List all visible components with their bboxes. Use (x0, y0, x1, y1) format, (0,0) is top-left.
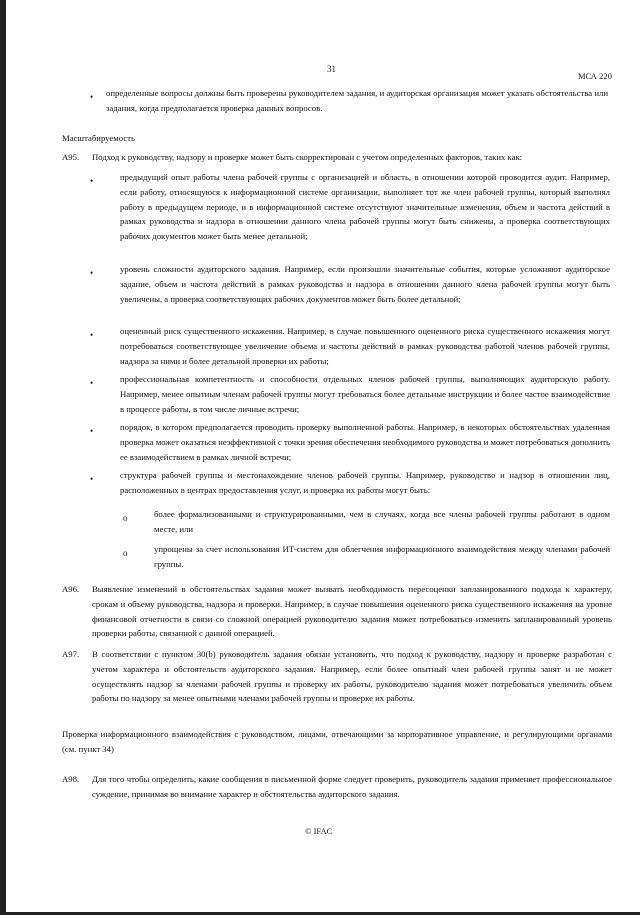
subbullet-icon: o (123, 513, 128, 523)
section-heading-interaction: Проверка информационного взаимодействия с руководством, лицами, отвечающими за корпоративное управление, и регулирующими органами (см. пункт 34) (62, 729, 612, 754)
footer-copyright: © IFAC (305, 826, 333, 836)
a95-subbullet-1: более формализованными и структурированными, чем в случаях, когда все члены рабочей группы работают в одном месте, или (154, 509, 610, 534)
paragraph-number: A96. (62, 584, 80, 594)
a95-bullet-1: предыдущий опыт работы члена рабочей группы с организацией и область, в отношении которой проводится аудит. Например, если работу, относящуюся к информационной системе организации, выполняет тот же член рабочей группы, который выполнял работу в предыдущем периоде, и в информационной системе отсутствуют значительные изменения, объем и частота действий в рамках руководства и надзора в отношении данного члена рабочей группы могут быть снижены, а проверка соответствующих рабочих документов может быть менее детальной; (120, 172, 610, 242)
bullet-icon: • (90, 268, 94, 278)
a95-bullet-3: оцененный риск существенного искажения. Например, в случае повышенного оцененного риска существенного искажения могут потребоваться соответствующее увеличение объема и частоты действий в рамках руководства работой членов рабочей группы, надзора за ними и более детальной проверки их работы; (120, 326, 610, 366)
bullet-icon: • (90, 378, 94, 388)
bullet-icon: • (90, 176, 94, 186)
a95-intro: Подход к руководству, надзору и проверке может быть скорректирован с учетом определенных факторов, таких как: (92, 152, 523, 162)
a95-subbullet-2: упрощены за счет использования ИТ-систем для облегчения информационного взаимодействия между членами рабочей группы. (154, 544, 610, 569)
a95-bullet-2: уровень сложности аудиторского задания. Например, если произошли значительные события, которые усложняют аудиторское задание, объем и частота действий в рамках руководства и надзора в отношении данного члена рабочей группы могут быть увеличены, а проверка соответствующих рабочих документов может быть более детальной; (120, 264, 610, 304)
paragraph-number: A95. (62, 152, 80, 162)
bullet-icon: • (90, 426, 94, 436)
bullet-icon: • (90, 330, 94, 340)
a95-bullet-6: структура рабочей группы и местонахождение членов рабочей группы. Например, руководство и надзор в отношении лиц, расположенных в центрах предоставления услуг, и проверка их работы могут быть: (120, 470, 610, 495)
top-bullet-text: определенные вопросы должны быть проверены руководителем задания, и аудиторская организация может указать обстоятельства или задания, когда предполагается проверка данных вопросов. (106, 88, 608, 113)
a96-text: Выявление изменений в обстоятельствах задания может вызвать необходимость пересоценки запланированного подхода к характеру, срокам и объему руководства, надзора и проверки. Например, в случае повышения оцененного риска существенного искажения на уровне финансовой отчетности в связи со сложной операцией руководителю задания может потребоваться изменить запланированный уровень проверки работы, связанной с данной операцией. (92, 584, 612, 639)
paragraph-number: A97. (62, 649, 80, 659)
paragraph-number: A98. (62, 774, 80, 784)
bullet-icon: • (90, 474, 94, 484)
scan-left-edge (0, 0, 6, 915)
standard-code: МСА 220 (578, 71, 612, 81)
bullet-icon: • (90, 92, 94, 102)
page-number: 31 (327, 64, 336, 74)
section-heading-scalability: Масштабируемость (62, 133, 135, 143)
a97-text: В соответствии с пунктом 30(b) руководитель задания обязан установить, что подход к руководству, надзору и проверке разработан с учетом характера и обстоятельств аудиторского задания. Например, если более опытный член рабочей группы занят и не может осуществлять надзор за членами рабочей группы и проверку их работы, руководителю задания может потребоваться увеличить объем работы по надзору за менее опытными членами рабочей группы и проверке их работы. (92, 649, 612, 704)
a95-bullet-5: порядок, в котором предполагается проводить проверку выполненной работы. Например, в некоторых обстоятельствах удаленная проверка может оказаться неэффективной с точки зрения обеспечения необходимого руководства и может потребоваться дополнить ее взаимодействием в рамках личной встречи; (120, 422, 610, 462)
a98-text: Для того чтобы определить, какие сообщения в письменной форме следует проверить, руководитель задания применяет профессиональное суждение, принимая во внимание характер и обстоятельства аудиторского задания. (92, 774, 612, 799)
subbullet-icon: o (123, 548, 128, 558)
a95-bullet-4: профессиональная компетентность и способности отдельных членов рабочей группы, выполняющих аудиторскую работу. Например, менее опытным членам рабочей группы могут требоваться более детальные инструкции и более частое взаимодействие в процессе работы, в том числе личные встречи; (120, 374, 610, 414)
